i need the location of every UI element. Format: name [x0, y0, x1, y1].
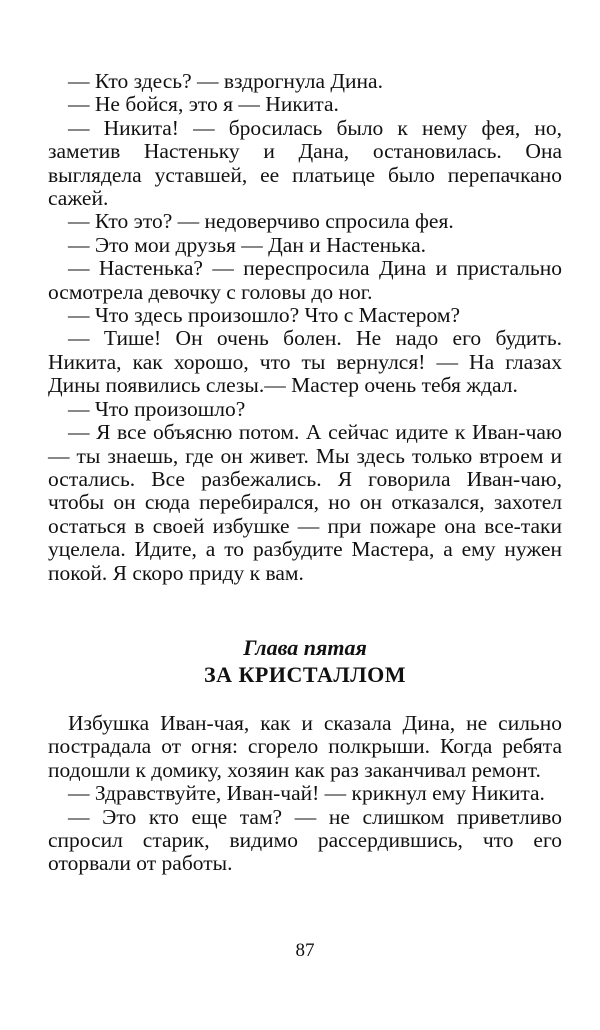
page-number: 87	[295, 940, 315, 961]
paragraph: — Что здесь произошло? Что с Мастером?	[68, 303, 461, 328]
chapter-label: Глава пятая	[243, 635, 367, 660]
paragraph: — Тише! Он очень болен. Не надо его будить. Никита, как хорошо, что ты вернулся! — На глазах Дины появились слезы.— Мастер очень тебя ждал.	[48, 326, 562, 398]
paragraph: — Что произошло?	[68, 396, 246, 421]
paragraph: — Я все объясню потом. А сейчас идите к Иван-чаю — ты знаешь, где он живет. Мы здесь только втроем и остались. Все разбежались. Я говорила Иван-чаю, чтобы он сюда перебирался, но он отказался, захотел остаться в своей избушке — при пожаре она все-таки уцелела. Идите, а то разбудите Мастера, а ему нужен покой. Я скоро приду к вам.	[48, 420, 562, 585]
paragraph: — Никита! — бросилась было к нему фея, но, заметив Настеньку и Дана, остановилась. Она выглядела уставшей, ее платьице было перепачкано сажей.	[48, 115, 562, 211]
text-block-bottom	[48, 712, 562, 876]
paragraph: — Здравствуйте, Иван-чай! — крикнул ему Никита.	[68, 781, 545, 806]
paragraph: — Кто это? — недоверчиво спросила фея.	[68, 209, 454, 234]
paragraph: — Это кто еще там? — не слишком приветливо спросил старик, видимо рассердившись, что его оторвали от работы.	[48, 804, 562, 876]
paragraph: — Кто здесь? — вздрогнула Дина.	[68, 69, 383, 93]
text-block-top	[48, 70, 562, 585]
paragraph: — Не бойся, это я — Никита.	[68, 92, 339, 117]
paragraph: — Настенька? — переспросила Дина и пристально осмотрела девочку с головы до ног.	[48, 256, 562, 304]
paragraph: — Это мои друзья — Дан и Настенька.	[68, 232, 427, 257]
paragraph: Избушка Иван-чая, как и сказала Дина, не сильно пострадала от огня: сгорело полкрыши. Когда ребята подошли к домику, хозяин как раз заканчивал ремонт.	[48, 711, 562, 782]
chapter-title: ЗА КРИСТАЛЛОМ	[203, 662, 407, 687]
